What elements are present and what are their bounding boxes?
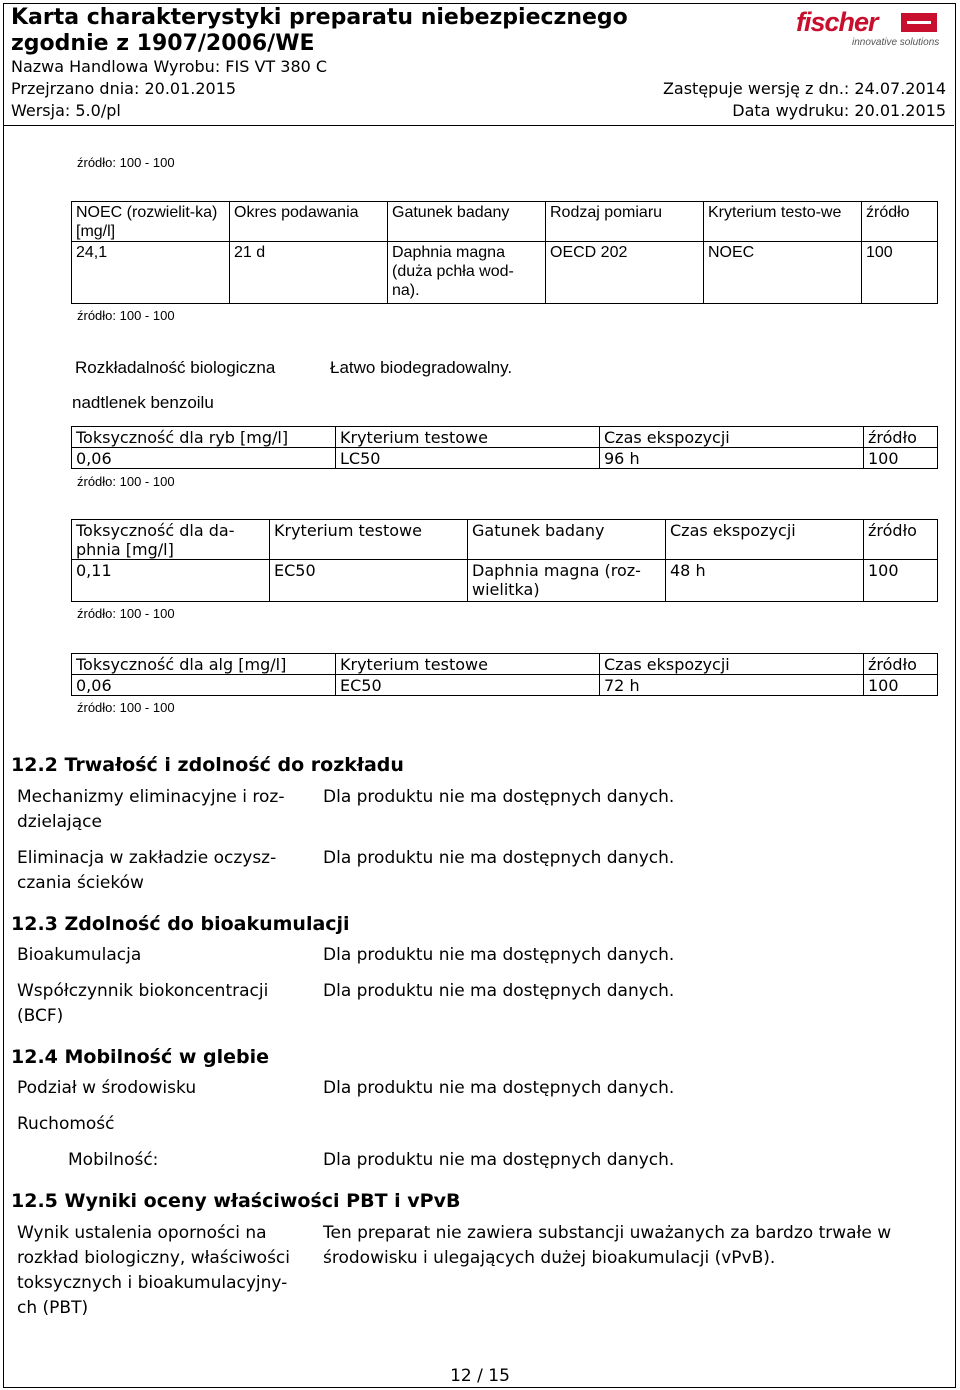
section-12-4-label: Podział w środowisku	[17, 1078, 197, 1098]
fish-header-cell: Toksyczność dla ryb [mg/l]	[72, 427, 336, 448]
section-12-3-value: Dla produktu nie ma dostępnych danych.	[323, 981, 675, 1001]
daphnia-value-cell: 48 h	[666, 560, 864, 602]
logo-tagline: innovative solutions	[852, 37, 940, 48]
section-12-3-value: Dla produktu nie ma dostępnych danych.	[323, 945, 675, 965]
source-note: źródło: 100 - 100	[77, 700, 175, 715]
noec-table	[71, 201, 938, 304]
section-12-4-value: Dla produktu nie ma dostępnych danych.	[323, 1150, 675, 1170]
fish-header-cell: Kryterium testowe	[336, 427, 600, 448]
noec-header-cell: Rodzaj pomiaru	[546, 202, 704, 242]
document-header	[3, 3, 954, 126]
section-12-3-label: Współczynnik biokoncentracji (BCF)	[17, 981, 269, 1026]
noec-value-cell: 100	[862, 242, 938, 304]
section-12-2-label: Mechanizmy eliminacyjne i roz-dzielające	[17, 787, 285, 832]
section-12-2-label: Eliminacja w zakładzie oczysz-czania ścieków	[17, 848, 277, 893]
source-note: źródło: 100 - 100	[77, 606, 175, 621]
substance-name: nadtlenek benzoilu	[72, 393, 214, 412]
noec-value-cell: 24,1	[72, 242, 230, 304]
section-12-5-label: Wynik ustalenia oporności na rozkład biologiczny, właściwości toksycznych i bioakumulacyjny-ch (PBT)	[17, 1223, 291, 1318]
daphnia-header-cell: źródło	[864, 520, 938, 560]
fish-toxicity-table	[71, 426, 938, 469]
section-12-4-title: 12.4 Mobilność w glebie	[11, 1046, 270, 1068]
section-12-4-sublabel: Mobilność:	[68, 1150, 159, 1170]
source-note: źródło: 100 - 100	[77, 308, 175, 323]
fischer-logo	[796, 7, 948, 49]
noec-header-cell: NOEC (rozwielit-ka) [mg/l]	[72, 202, 230, 242]
algae-header-cell: Czas ekspozycji	[600, 654, 864, 675]
page-number: 12 / 15	[450, 1366, 510, 1386]
document-title: Karta charakterystyki preparatu niebezpiecznego	[11, 5, 628, 30]
logo-icon	[901, 13, 937, 32]
algae-value-cell: 0,06	[72, 675, 336, 696]
section-12-2-title: 12.2 Trwałość i zdolność do rozkładu	[11, 754, 404, 776]
section-12-2-value: Dla produktu nie ma dostępnych danych.	[323, 848, 675, 868]
section-12-4-label: Ruchomość	[17, 1114, 115, 1134]
section-12-3-label: Bioakumulacja	[17, 945, 142, 965]
algae-value-cell: 72 h	[600, 675, 864, 696]
section-12-5-value: Ten preparat nie zawiera substancji uważanych za bardzo trwałe w środowisku i ulegających dużej bioakumulacji (vPvB).	[323, 1223, 892, 1268]
algae-value-cell: EC50	[336, 675, 600, 696]
daphnia-value-cell: 100	[864, 560, 938, 602]
algae-header-cell: źródło	[864, 654, 938, 675]
section-12-5-title: 12.5 Wyniki oceny właściwości PBT i vPvB	[11, 1190, 461, 1212]
trade-name: Nazwa Handlowa Wyrobu: FIS VT 380 C	[11, 57, 328, 76]
noec-header-cell: Kryterium testo-we	[704, 202, 862, 242]
supersedes-version: Zastępuje wersję z dn.: 24.07.2014	[662, 79, 946, 98]
daphnia-header-cell: Kryterium testowe	[270, 520, 468, 560]
fish-value-cell: LC50	[336, 448, 600, 469]
algae-header-cell: Toksyczność dla alg [mg/l]	[72, 654, 336, 675]
algae-header-cell: Kryterium testowe	[336, 654, 600, 675]
daphnia-header-cell: Gatunek badany	[468, 520, 666, 560]
document-regulation: zgodnie z 1907/2006/WE	[11, 31, 315, 56]
daphnia-value-cell: EC50	[270, 560, 468, 602]
section-12-4-value: Dla produktu nie ma dostępnych danych.	[323, 1078, 675, 1098]
logo-wordmark: fischer	[796, 7, 878, 37]
noec-header-cell: Gatunek badany	[388, 202, 546, 242]
biodegradability-label: Rozkładalność biologiczna	[75, 358, 276, 377]
daphnia-header-cell: Toksyczność dla da-phnia [mg/l]	[72, 520, 270, 560]
section-12-3-title: 12.3 Zdolność do bioakumulacji	[11, 913, 350, 935]
daphnia-toxicity-table	[71, 519, 938, 602]
source-note: źródło: 100 - 100	[77, 474, 175, 489]
fish-value-cell: 96 h	[600, 448, 864, 469]
fish-header-cell: Czas ekspozycji	[600, 427, 864, 448]
version: Wersja: 5.0/pl	[11, 101, 121, 120]
noec-header-cell: źródło	[862, 202, 938, 242]
fish-value-cell: 100	[864, 448, 938, 469]
algae-value-cell: 100	[864, 675, 938, 696]
daphnia-value-cell: Daphnia magna (roz-wielitka)	[468, 560, 666, 602]
noec-header-cell: Okres podawania	[230, 202, 388, 242]
noec-value-cell: Daphnia magna (duża pchła wod-na).	[388, 242, 546, 304]
noec-value-cell: NOEC	[704, 242, 862, 304]
section-12-2-value: Dla produktu nie ma dostępnych danych.	[323, 787, 675, 807]
revised-date: Przejrzano dnia: 20.01.2015	[11, 79, 237, 98]
fish-header-cell: źródło	[864, 427, 938, 448]
daphnia-header-cell: Czas ekspozycji	[666, 520, 864, 560]
daphnia-value-cell: 0,11	[72, 560, 270, 602]
algae-toxicity-table	[71, 653, 938, 696]
noec-value-cell: OECD 202	[546, 242, 704, 304]
noec-value-cell: 21 d	[230, 242, 388, 304]
source-note: źródło: 100 - 100	[77, 155, 175, 170]
biodegradability-value: Łatwo biodegradowalny.	[330, 358, 513, 377]
fish-value-cell: 0,06	[72, 448, 336, 469]
print-date: Data wydruku: 20.01.2015	[732, 101, 946, 120]
